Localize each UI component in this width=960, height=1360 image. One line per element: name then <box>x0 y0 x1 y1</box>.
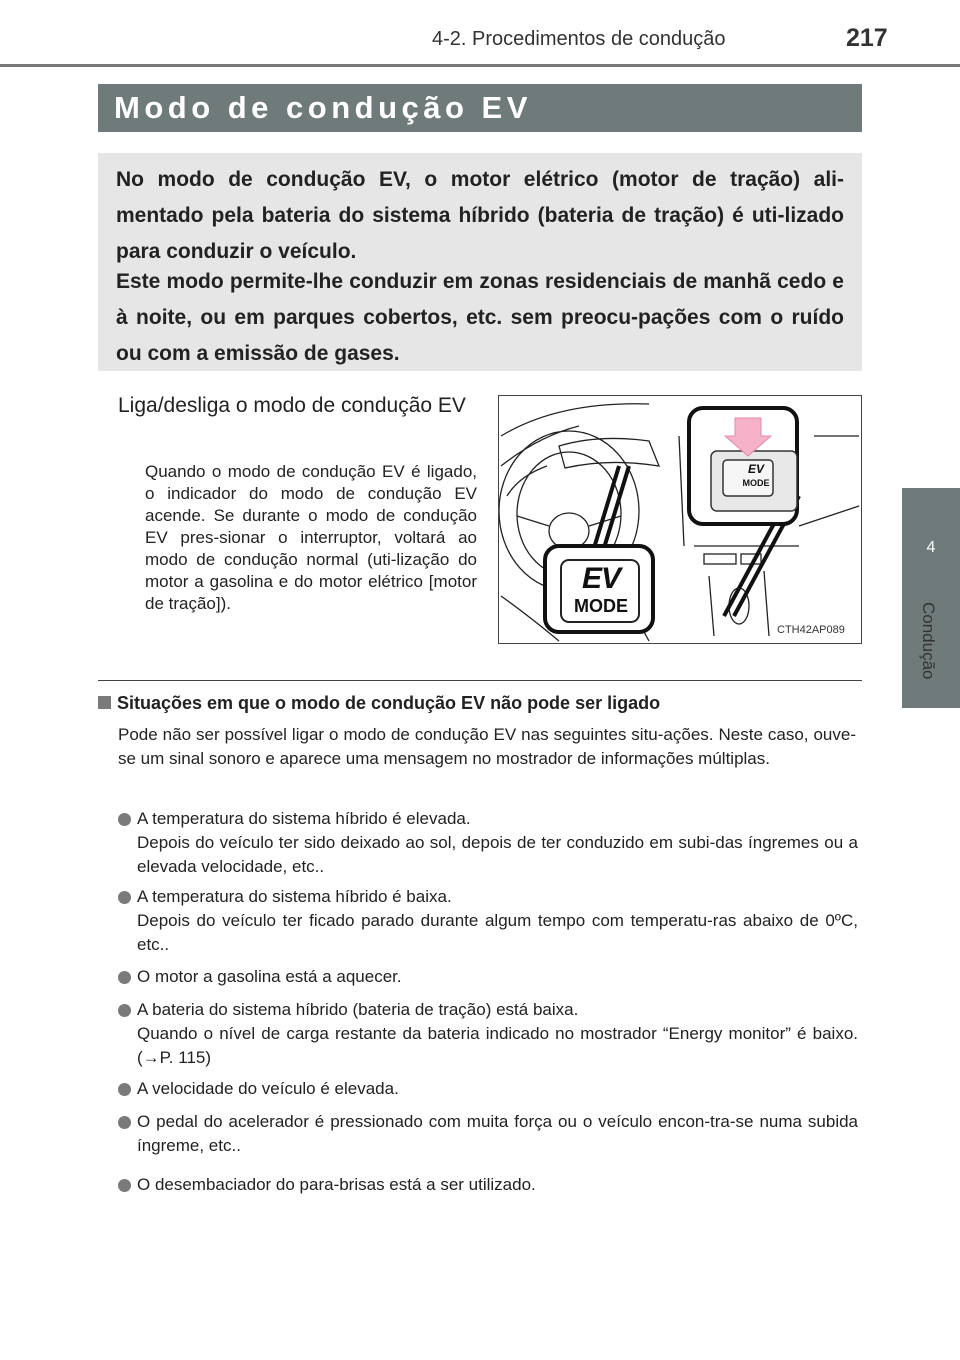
section-heading <box>98 693 660 714</box>
page-title: Modo de condução EV <box>114 90 532 125</box>
list-item-text: O pedal do acelerador é pressionado com muita força ou o veículo encon-tra-se numa subida íngreme, etc.. <box>137 1112 858 1155</box>
circle-bullet-icon <box>118 1179 131 1192</box>
page-number: 217 <box>846 24 888 52</box>
dashboard-drawing <box>499 396 861 643</box>
chapter-tab-label: Condução <box>919 602 938 680</box>
list-item <box>118 998 858 1070</box>
section-heading-text: Situações em que o modo de condução EV não pode ser ligado <box>117 693 661 713</box>
large-mode-label: MODE <box>574 596 628 616</box>
step-heading: Liga/desliga o modo de condução EV <box>118 394 466 417</box>
list-item-text: A velocidade do veículo é elevada. <box>137 1079 399 1098</box>
small-mode-label: MODE <box>742 478 770 488</box>
section-body: Pode não ser possível ligar o modo de condução EV nas seguintes situ-ações. Neste caso, ouve-se um sinal sonoro e aparece uma mensagem no mostrador de informações múltiplas. <box>118 725 856 768</box>
circle-bullet-icon <box>118 813 131 826</box>
list-item-detail: Depois do veículo ter ficado parado durante algum tempo com temperatu-ras abaixo de 0ºC, etc.. <box>137 911 858 954</box>
circle-bullet-icon <box>118 1116 131 1129</box>
illustration-code: CTH42AP089 <box>777 624 845 636</box>
running-header-section: 4-2. Procedimentos de condução <box>432 28 726 50</box>
list-item-text: A temperatura do sistema híbrido é baixa. <box>137 887 452 906</box>
list-item <box>118 1173 858 1197</box>
list-item-detail: Depois do veículo ter sido deixado ao sol, depois de ter conduzido em subi-das íngremes ou a elevada velocidade, etc.. <box>137 833 858 876</box>
section-rule <box>98 680 862 681</box>
ev-mode-illustration <box>498 395 862 644</box>
large-ev-label: EV <box>581 562 621 595</box>
circle-bullet-icon <box>118 891 131 904</box>
chapter-tab-number: 4 <box>926 539 936 556</box>
list-item <box>118 1077 858 1101</box>
intro-paragraph: Este modo permite-lhe conduzir em zonas residenciais de manhã cedo e à noite, ou em parques cobertos, etc. sem preocu-pações com o ruído ou com a emissão de gases. <box>116 270 844 365</box>
small-ev-label: EV <box>747 462 764 476</box>
square-bullet-icon <box>98 696 111 709</box>
circle-bullet-icon <box>118 971 131 984</box>
header-rule <box>0 64 960 67</box>
list-item <box>118 1110 858 1158</box>
intro-paragraph: No modo de condução EV, o motor elétrico (motor de tração) ali-mentado pela bateria do sistema híbrido (bateria de tração) é uti-lizado para conduzir o veículo. <box>116 168 844 263</box>
circle-bullet-icon <box>118 1083 131 1096</box>
list-item-detail: Quando o nível de carga restante da bateria indicado no mostrador “Energy monitor” é baixo. (→P. 115) <box>137 1024 858 1067</box>
list-item-text: O motor a gasolina está a aquecer. <box>137 967 402 986</box>
list-item <box>118 807 858 879</box>
list-item <box>118 885 858 957</box>
list-item-text: A temperatura do sistema híbrido é elevada. <box>137 809 471 828</box>
step-body: Quando o modo de condução EV é ligado, o indicador do modo de condução EV acende. Se durante o modo de condução EV pres-sionar o interruptor, voltará ao modo de condução normal (uti-lização do motor a gasolina e do motor elétrico [motor de tração]). <box>145 462 477 613</box>
list-item <box>118 965 858 989</box>
list-item-text: A bateria do sistema híbrido (bateria de tração) está baixa. <box>137 1000 579 1019</box>
list-item-text: O desembaciador do para-brisas está a ser utilizado. <box>137 1175 536 1194</box>
circle-bullet-icon <box>118 1004 131 1017</box>
